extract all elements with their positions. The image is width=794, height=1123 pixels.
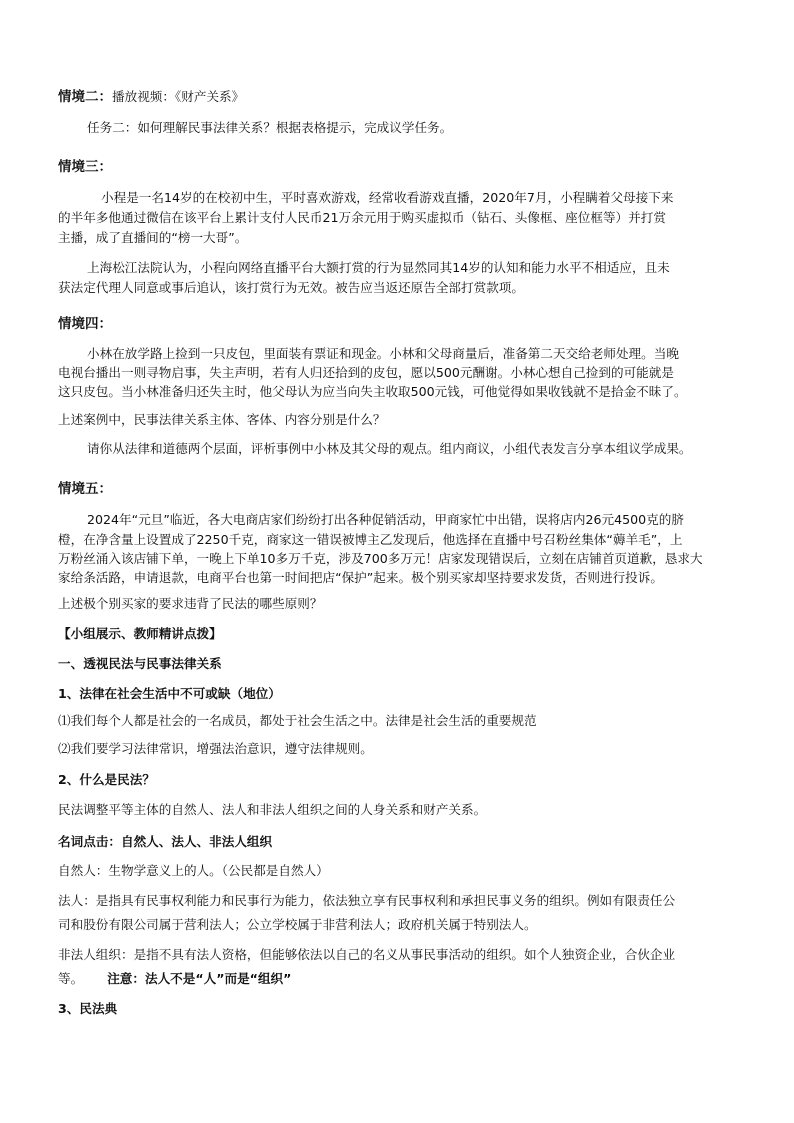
scenario-3-p1-line2: 的半年多他通过微信在该平台上累计支付人民币21万余元用于购买虚拟币（钻石、头像框、座位框等）并打赏 (58, 210, 666, 225)
item-3-title: 3、民法典 (58, 1001, 118, 1016)
scenario-5-p1-line3: 万粉丝涌入该店铺下单，一晚上下单10多万千克，涉及700多万元！店家发现错误后，立刻在店铺首页道歉，恳求大 (58, 551, 703, 566)
scenario-3-p1-line3: 主播，成了直播间的“榜一大哥”。 (58, 230, 248, 245)
scenario-5-heading: 情境五： (58, 481, 112, 497)
item-1-line-1: ⑴我们每个人都是社会的一名成员，都处于社会生活之中。法律是社会生活的重要规范 (58, 713, 537, 728)
non-legal-person-line1: 非法人组织：是指不具有法人资格，但能够依法以自己的名义从事民事活动的组织。如个人独资企业，合伙企业 (58, 947, 676, 962)
scenario-4-p1-line3: 这只皮包。当小林准备归还失主时，他父母认为应当向失主收取500元钱，可他觉得如果收钱就不是拾金不昧了。 (58, 384, 687, 399)
non-legal-person-line2 (58, 971, 291, 987)
scenario-3-p2-line1: 上海松江法院认为，小程向网络直播平台大额打赏的行为显然同其14岁的认知和能力水平不相适应，且未 (87, 260, 670, 275)
natural-person-definition: 自然人：生物学意义上的人。（公民都是自然人） (58, 863, 329, 878)
scenario-2-line (58, 89, 244, 105)
scenario-4-question-1: 上述案例中，民事法律关系主体、客体、内容分别是什么？ (58, 412, 386, 427)
legal-person-line2: 司和股份有限公司属于营利法人；公立学校属于非营利法人；政府机关属于特别法人。 (58, 917, 537, 932)
scenario-5-question: 上述极个别买家的要求违背了民法的哪些原则？ (58, 596, 323, 611)
scenario-4-question-2: 请你从法律和道德两个层面，评析事例中小林及其父母的观点。组内商议，小组代表发言分享本组议学成果。 (87, 441, 692, 456)
scenario-5-p1-line2: 橙，在净含量上设置成了2250千克，商家这一错误被博主乙发现后，他选择在直播中号召粉丝集体“薅羊毛”，上 (58, 532, 683, 547)
legal-person-note: 注意：法人不是“人”而是“组织” (107, 971, 292, 986)
scenario-5-p1-line4: 家给条活路，申请退款，电商平台也第一时间把店“保护”起来。极个别买家却坚持要求发货，否则进行投诉。 (58, 570, 663, 585)
non-legal-person-line2-text: 等。 (58, 971, 84, 986)
scenario-3-p2-line2: 获法定代理人同意或事后追认，该打赏行为无效。被告应当返还原告全部打赏款项。 (58, 280, 524, 295)
scenario-4-p1-line1: 小林在放学路上捡到一只皮包，里面装有票证和现金。小林和父母商量后，准备第二天交给老师处理。当晚 (87, 346, 679, 361)
terms-title: 名词点击：自然人、法人、非法人组织 (58, 834, 273, 849)
item-2-title: 2、什么是民法？ (58, 772, 155, 787)
civil-law-definition: 民法调整平等主体的自然人、法人和非法人组织之间的人身关系和财产关系。 (58, 802, 487, 817)
legal-person-line1: 法人：是指具有民事权利能力和民事行为能力，依法独立享有民事权利和承担民事义务的组织。例如有限责任公 (58, 893, 676, 908)
section-title: 【小组展示、教师精讲点拨】 (58, 626, 222, 641)
item-1-title: 1、法律在社会生活中不可或缺（地位） (58, 686, 281, 701)
scenario-4-p1-line2: 电视台播出一则寻物启事，失主声明，若有人归还拾到的皮包，愿以500元酬谢。小林心想自己捡到的可能就是 (58, 365, 674, 380)
scenario-2-heading: 情境二： (58, 89, 112, 105)
scenario-3-p1-line1: 小程是一名14岁的在校初中生，平时喜欢游戏，经常收看游戏直播，2020年7月，小程瞒着父母接下来 (101, 190, 674, 205)
scenario-5-p1-line1: 2024年“元旦”临近，各大电商店家们纷纷打出各种促销活动，甲商家忙中出错，误将店内26元4500克的脐 (87, 512, 684, 527)
scenario-3-heading: 情境三： (58, 159, 112, 175)
task-2: 任务二：如何理解民事法律关系？根据表格提示，完成议学任务。 (87, 120, 453, 135)
part-1-title: 一、透视民法与民事法律关系 (58, 656, 222, 671)
scenario-4-heading: 情境四： (58, 316, 112, 332)
scenario-2-text: 播放视频：《财产关系》 (112, 89, 245, 104)
item-1-line-2: ⑵我们要学习法律常识，增强法治意识，遵守法律规则。 (58, 741, 373, 756)
